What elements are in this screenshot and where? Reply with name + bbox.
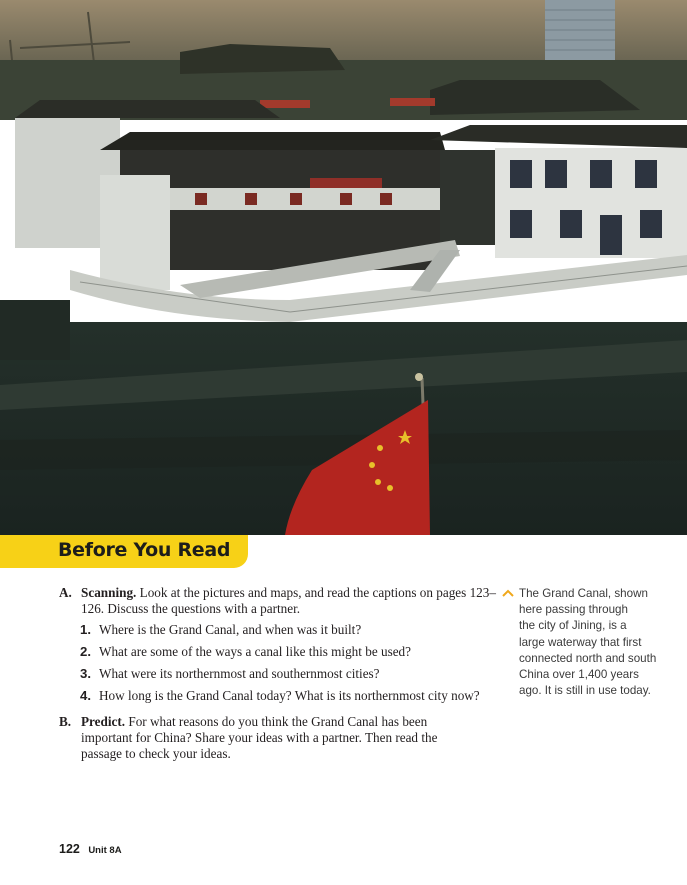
- caption-line: ago. It is still in use today.: [519, 684, 651, 698]
- caret-up-icon: [501, 586, 515, 600]
- question-number: 1.: [80, 622, 91, 637]
- exercise-instructions: [81, 585, 501, 617]
- caption-line: large waterway that first: [519, 635, 642, 649]
- question-text: Where is the Grand Canal, and when was it built?: [99, 622, 362, 637]
- photo-caption: [501, 586, 671, 699]
- caption-line: China over 1,400 years: [519, 668, 639, 682]
- caption-line: The Grand Canal, shown: [519, 587, 648, 600]
- exercise-heading: Predict.: [81, 714, 126, 729]
- page-footer: [59, 840, 122, 858]
- exercise-letter: B.: [59, 714, 72, 729]
- question-number: 4.: [80, 688, 91, 703]
- exercise-letter: A.: [59, 585, 72, 600]
- question-text: How long is the Grand Canal today? What is its northernmost city now?: [99, 688, 480, 703]
- question-text: What were its northernmost and southernmost cities?: [99, 666, 380, 681]
- caption-line: the city of Jining, is a: [519, 619, 627, 633]
- question-text: What are some of the ways a canal like this might be used?: [99, 644, 411, 659]
- exercise-heading: Scanning.: [81, 585, 137, 600]
- question-number: 2.: [80, 644, 91, 659]
- exercise-text: For what reasons do you think the Grand Canal has been important for China? Share your ideas with a partner. Then read the passage to check your ideas.: [81, 714, 438, 761]
- exercise-text: Look at the pictures and maps, and read the captions on pages 123–126. Discuss the questions with a partner.: [81, 585, 496, 616]
- exercise-instructions: [81, 714, 446, 762]
- section-banner: [0, 535, 248, 568]
- unit-label: Unit 8A: [88, 845, 122, 856]
- section-title: Before You Read: [58, 539, 231, 561]
- question-number: 3.: [80, 666, 91, 681]
- caption-line: connected north and south: [519, 651, 657, 665]
- caption-line: here passing through: [519, 603, 628, 617]
- page-number: 122: [59, 842, 80, 856]
